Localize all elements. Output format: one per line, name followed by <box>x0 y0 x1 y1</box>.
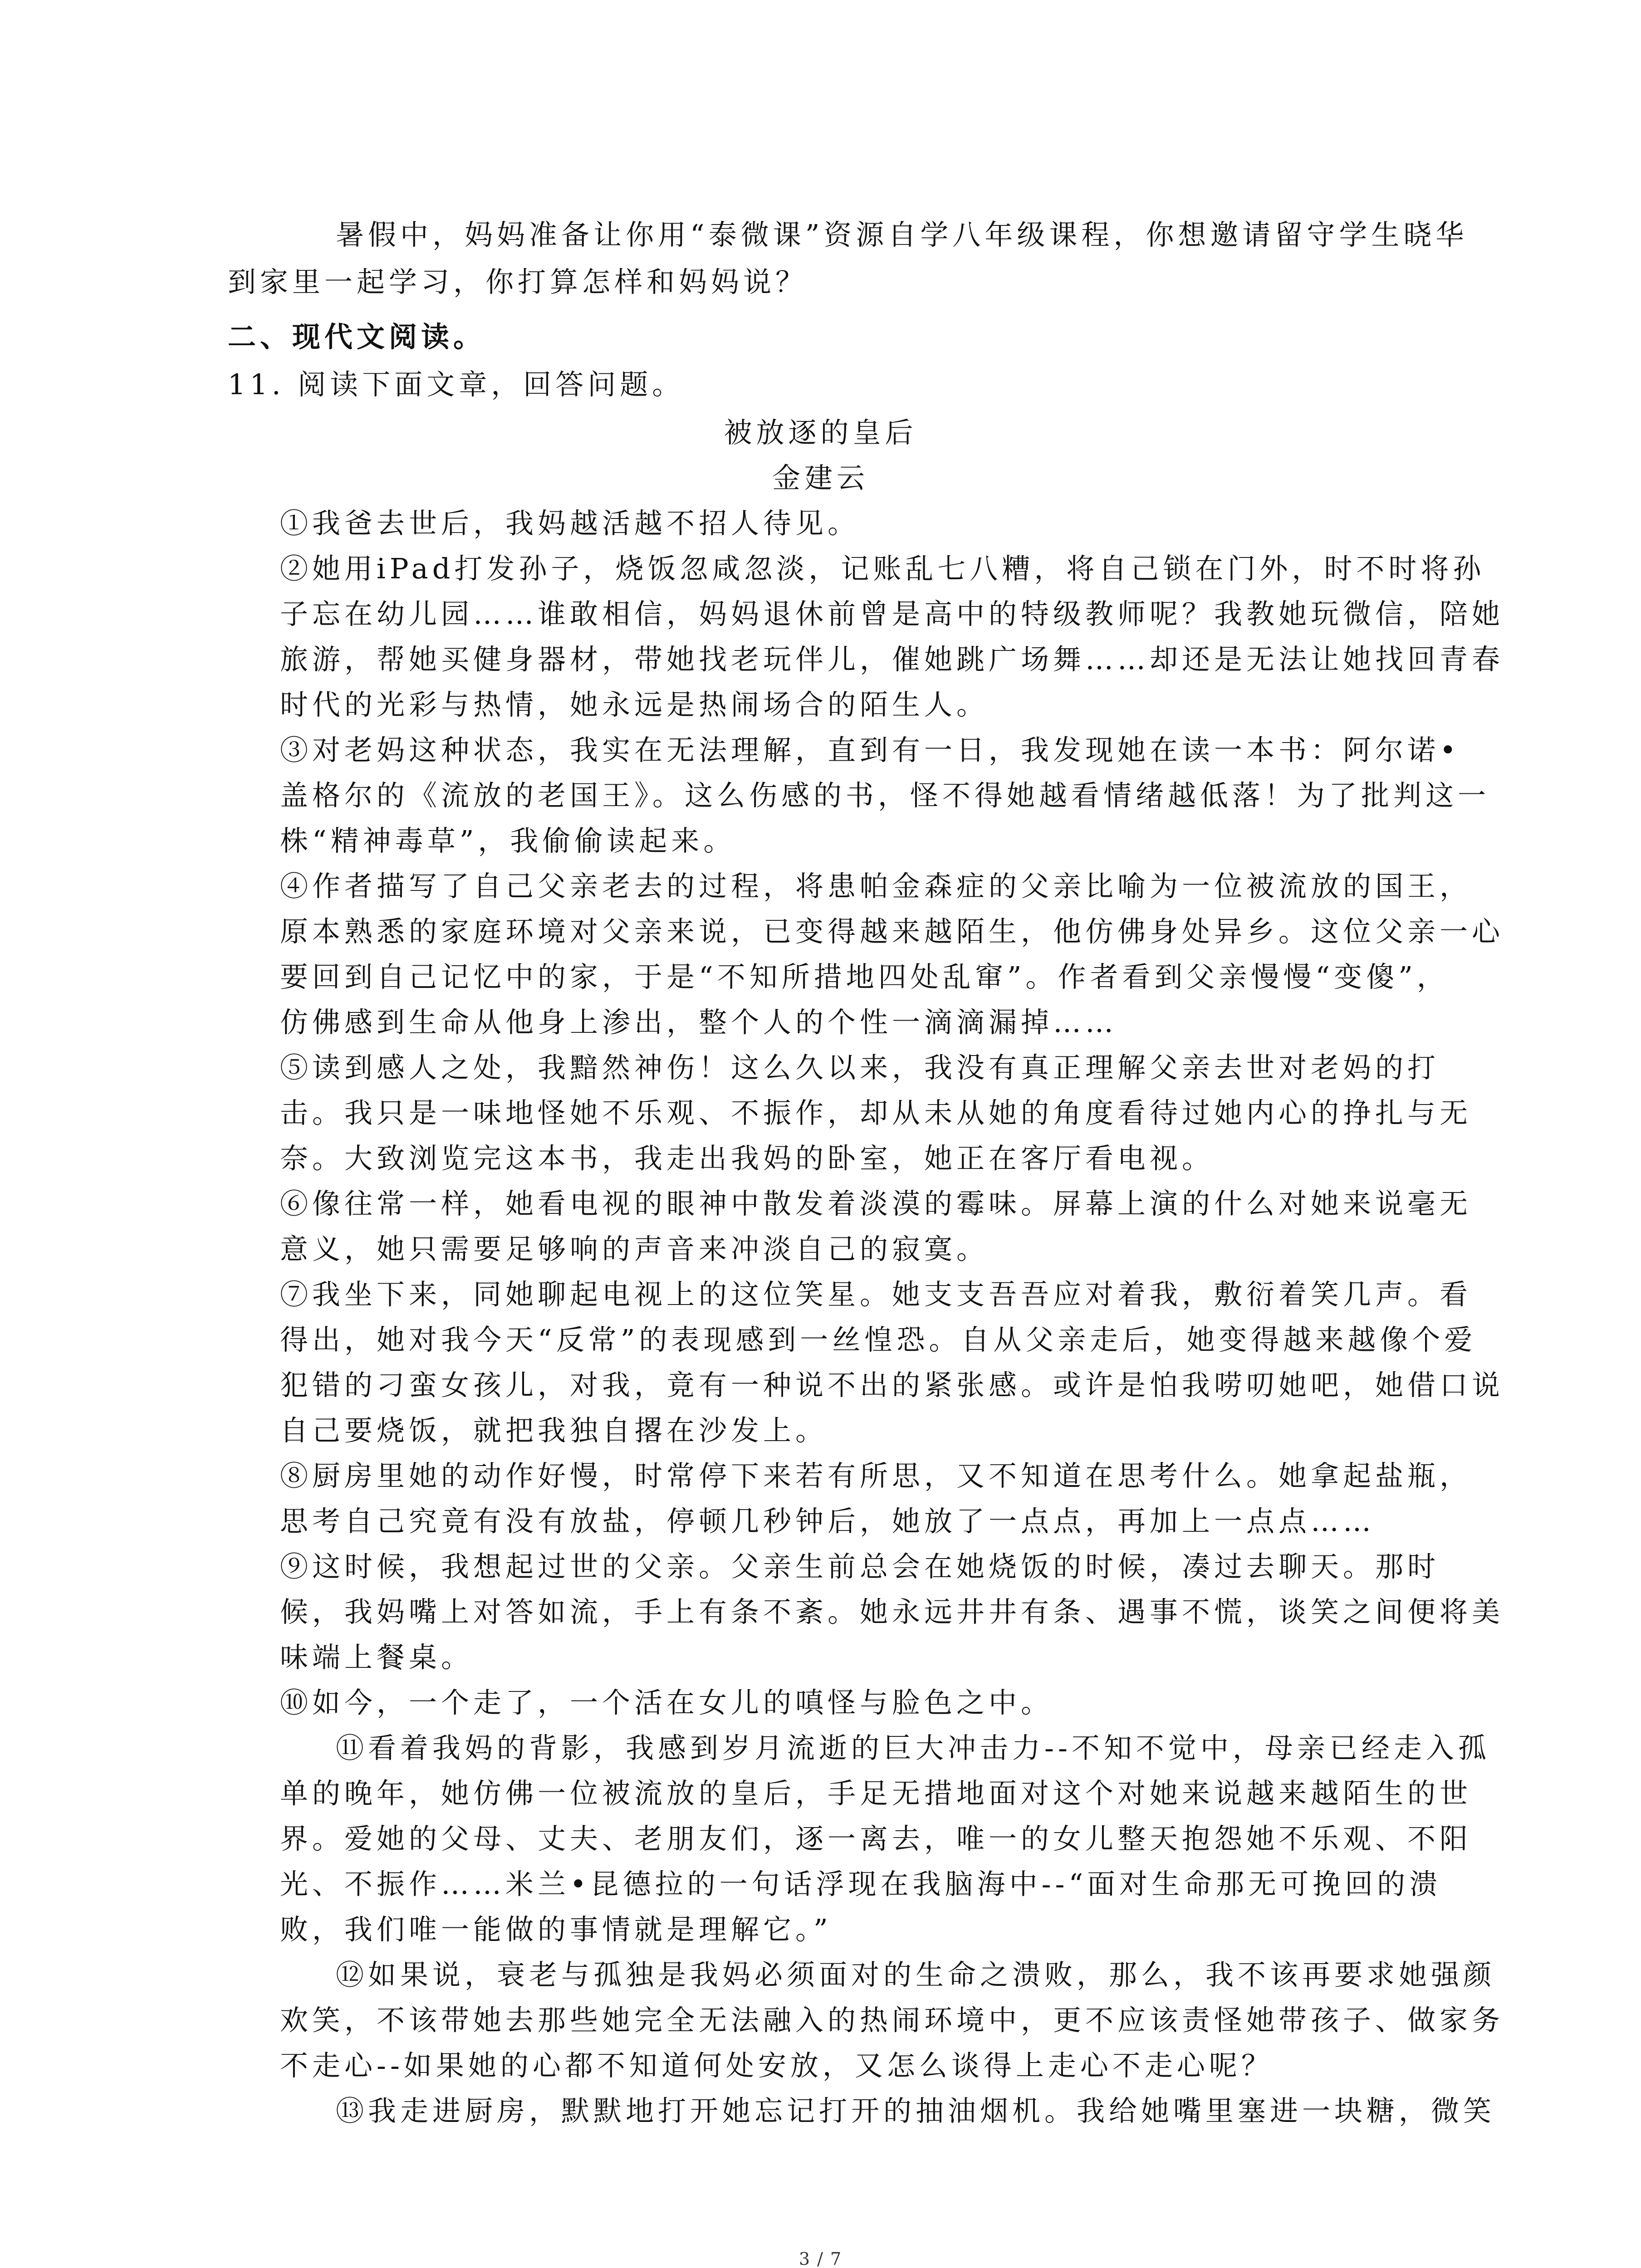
paragraph-line: 自己要烧饭，就把我独自撂在沙发上。 <box>280 1414 828 1447</box>
paragraph-line: ⑩如今，一个走了，一个活在女儿的嗔怪与脸色之中。 <box>280 1686 1053 1719</box>
prompt-line-2: 到家里一起学习，你打算怎样和妈妈说？ <box>228 265 808 298</box>
paragraph-line: 时代的光彩与热情，她永远是热闹场合的陌生人。 <box>280 688 989 721</box>
prompt-line-1: 暑假中，妈妈准备让你用“泰微课”资源自学八年级课程，你想邀请留守学生晓华 <box>336 218 1468 251</box>
paragraph-line: ⑦我坐下来，同她聊起电视上的这位笑星。她支支吾吾应对着我，敷衍着笑几声。看 <box>280 1278 1472 1311</box>
paragraph-line: 欢笑，不该带她去那些她完全无法融入的热闹环境中，更不应该责怪她带孩子、做家务 <box>280 2004 1504 2037</box>
paragraph-line: 味端上餐桌。 <box>280 1641 474 1674</box>
paragraph-line: ⑬我走进厨房，默默地打开她忘记打开的抽油烟机。我给她嘴里塞进一块糖，微笑 <box>336 2094 1496 2127</box>
paragraph-line: ⑧厨房里她的动作好慢，时常停下来若有所思，又不知道在思考什么。她拿起盐瓶， <box>280 1459 1472 1492</box>
paragraph-line: 意义，她只需要足够响的声音来冲淡自己的寂寞。 <box>280 1232 989 1266</box>
paragraph-line: ⑥像往常一样，她看电视的眼神中散发着淡漠的霉味。屏幕上演的什么对她来说毫无 <box>280 1187 1472 1220</box>
paragraph-line: 败，我们唯一能做的事情就是理解它。” <box>280 1913 832 1946</box>
paragraph-line: 旅游，帮她买健身器材，带她找老玩伴儿，催她跳广场舞……却还是无法让她找回青春 <box>280 643 1504 676</box>
article-title: 被放逐的皇后 <box>724 416 917 449</box>
paragraph-line: 盖格尔的《流放的老国王》。这么伤感的书，怪不得她越看情绪越低落！为了批判这一 <box>280 779 1490 812</box>
paragraph-line: 界。爱她的父母、丈夫、老朋友们，逐一离去，唯一的女儿整天抱怨她不乐观、不阳 <box>280 1822 1472 1855</box>
page-number: 3 / 7 <box>798 2249 843 2268</box>
paragraph-line: ⑨这时候，我想起过世的父亲。父亲生前总会在她烧饭的时候，凑过去聊天。那时 <box>280 1550 1440 1583</box>
paragraph-line: ①我爸去世后，我妈越活越不招人待见。 <box>280 507 860 540</box>
paragraph-line: 奈。大致浏览完这本书，我走出我妈的卧室，她正在客厅看电视。 <box>280 1142 1215 1175</box>
paragraph-line: 子忘在幼儿园……谁敢相信，妈妈退休前曾是高中的特级教师呢？我教她玩微信，陪她 <box>280 597 1504 631</box>
paragraph-line: 原本熟悉的家庭环境对父亲来说，已变得越来越陌生，他仿佛身处异乡。这位父亲一心 <box>280 915 1504 948</box>
paragraph-line: 不走心--如果她的心都不知道何处安放，又怎么谈得上走心不走心呢？ <box>280 2049 1274 2082</box>
paragraph-line: ②她用iPad打发孙子，烧饭忽咸忽淡，记账乱七八糟，将自己锁在门外，时不时将孙 <box>280 552 1485 585</box>
paragraph-line: ③对老妈这种状态，我实在无法理解，直到有一日，我发现她在读一本书：阿尔诺• <box>280 733 1460 767</box>
paragraph-line: ⑫如果说，衰老与孤独是我妈必须面对的生命之溃败，那么，我不该再要求她强颜 <box>336 1958 1496 1991</box>
paragraph-line: ④作者描写了自己父亲老去的过程，将患帕金森症的父亲比喻为一位被流放的国王， <box>280 870 1472 903</box>
paragraph-line: ⑤读到感人之处，我黯然神伤！这么久以来，我没有真正理解父亲去世对老妈的打 <box>280 1051 1440 1084</box>
paragraph-line: 思考自己究竟有没有放盐，停顿几秒钟后，她放了一点点，再加上一点点…… <box>280 1505 1376 1538</box>
article-author: 金建云 <box>772 461 869 494</box>
paragraph-line: 仿佛感到生命从他身上渗出，整个人的个性一滴滴漏掉…… <box>280 1006 1118 1039</box>
question-title: 11. 阅读下面文章，回答问题。 <box>228 368 685 401</box>
paragraph-line: 击。我只是一味地怪她不乐观、不振作，却从未从她的角度看待过她内心的挣扎与无 <box>280 1096 1472 1129</box>
paragraph-line: 要回到自己记忆中的家，于是“不知所措地四处乱窜”。作者看到父亲慢慢“变傻”， <box>280 960 1449 993</box>
paragraph-line: 犯错的刁蛮女孩儿，对我，竟有一种说不出的紧张感。或许是怕我唠叨她吧，她借口说 <box>280 1369 1504 1402</box>
paragraph-line: ⑪看着我妈的背影，我感到岁月流逝的巨大冲击力--不知不觉中，母亲已经走入孤 <box>336 1731 1490 1765</box>
section-heading: 二、现代文阅读。 <box>228 320 486 353</box>
paragraph-line: 候，我妈嘴上对答如流，手上有条不紊。她永远井井有条、遇事不慌，谈笑之间便将美 <box>280 1595 1504 1628</box>
paragraph-line: 株“精神毒草”，我偷偷读起来。 <box>280 824 736 857</box>
paragraph-line: 光、不振作……米兰•昆德拉的一句话浮现在我脑海中--“面对生命那无可挽回的溃 <box>280 1867 1442 1901</box>
paragraph-line: 单的晚年，她仿佛一位被流放的皇后，手足无措地面对这个对她来说越来越陌生的世 <box>280 1777 1472 1810</box>
paragraph-line: 得出，她对我今天“反常”的表现感到一丝惶恐。自从父亲走后，她变得越来越像个爱 <box>280 1323 1477 1356</box>
